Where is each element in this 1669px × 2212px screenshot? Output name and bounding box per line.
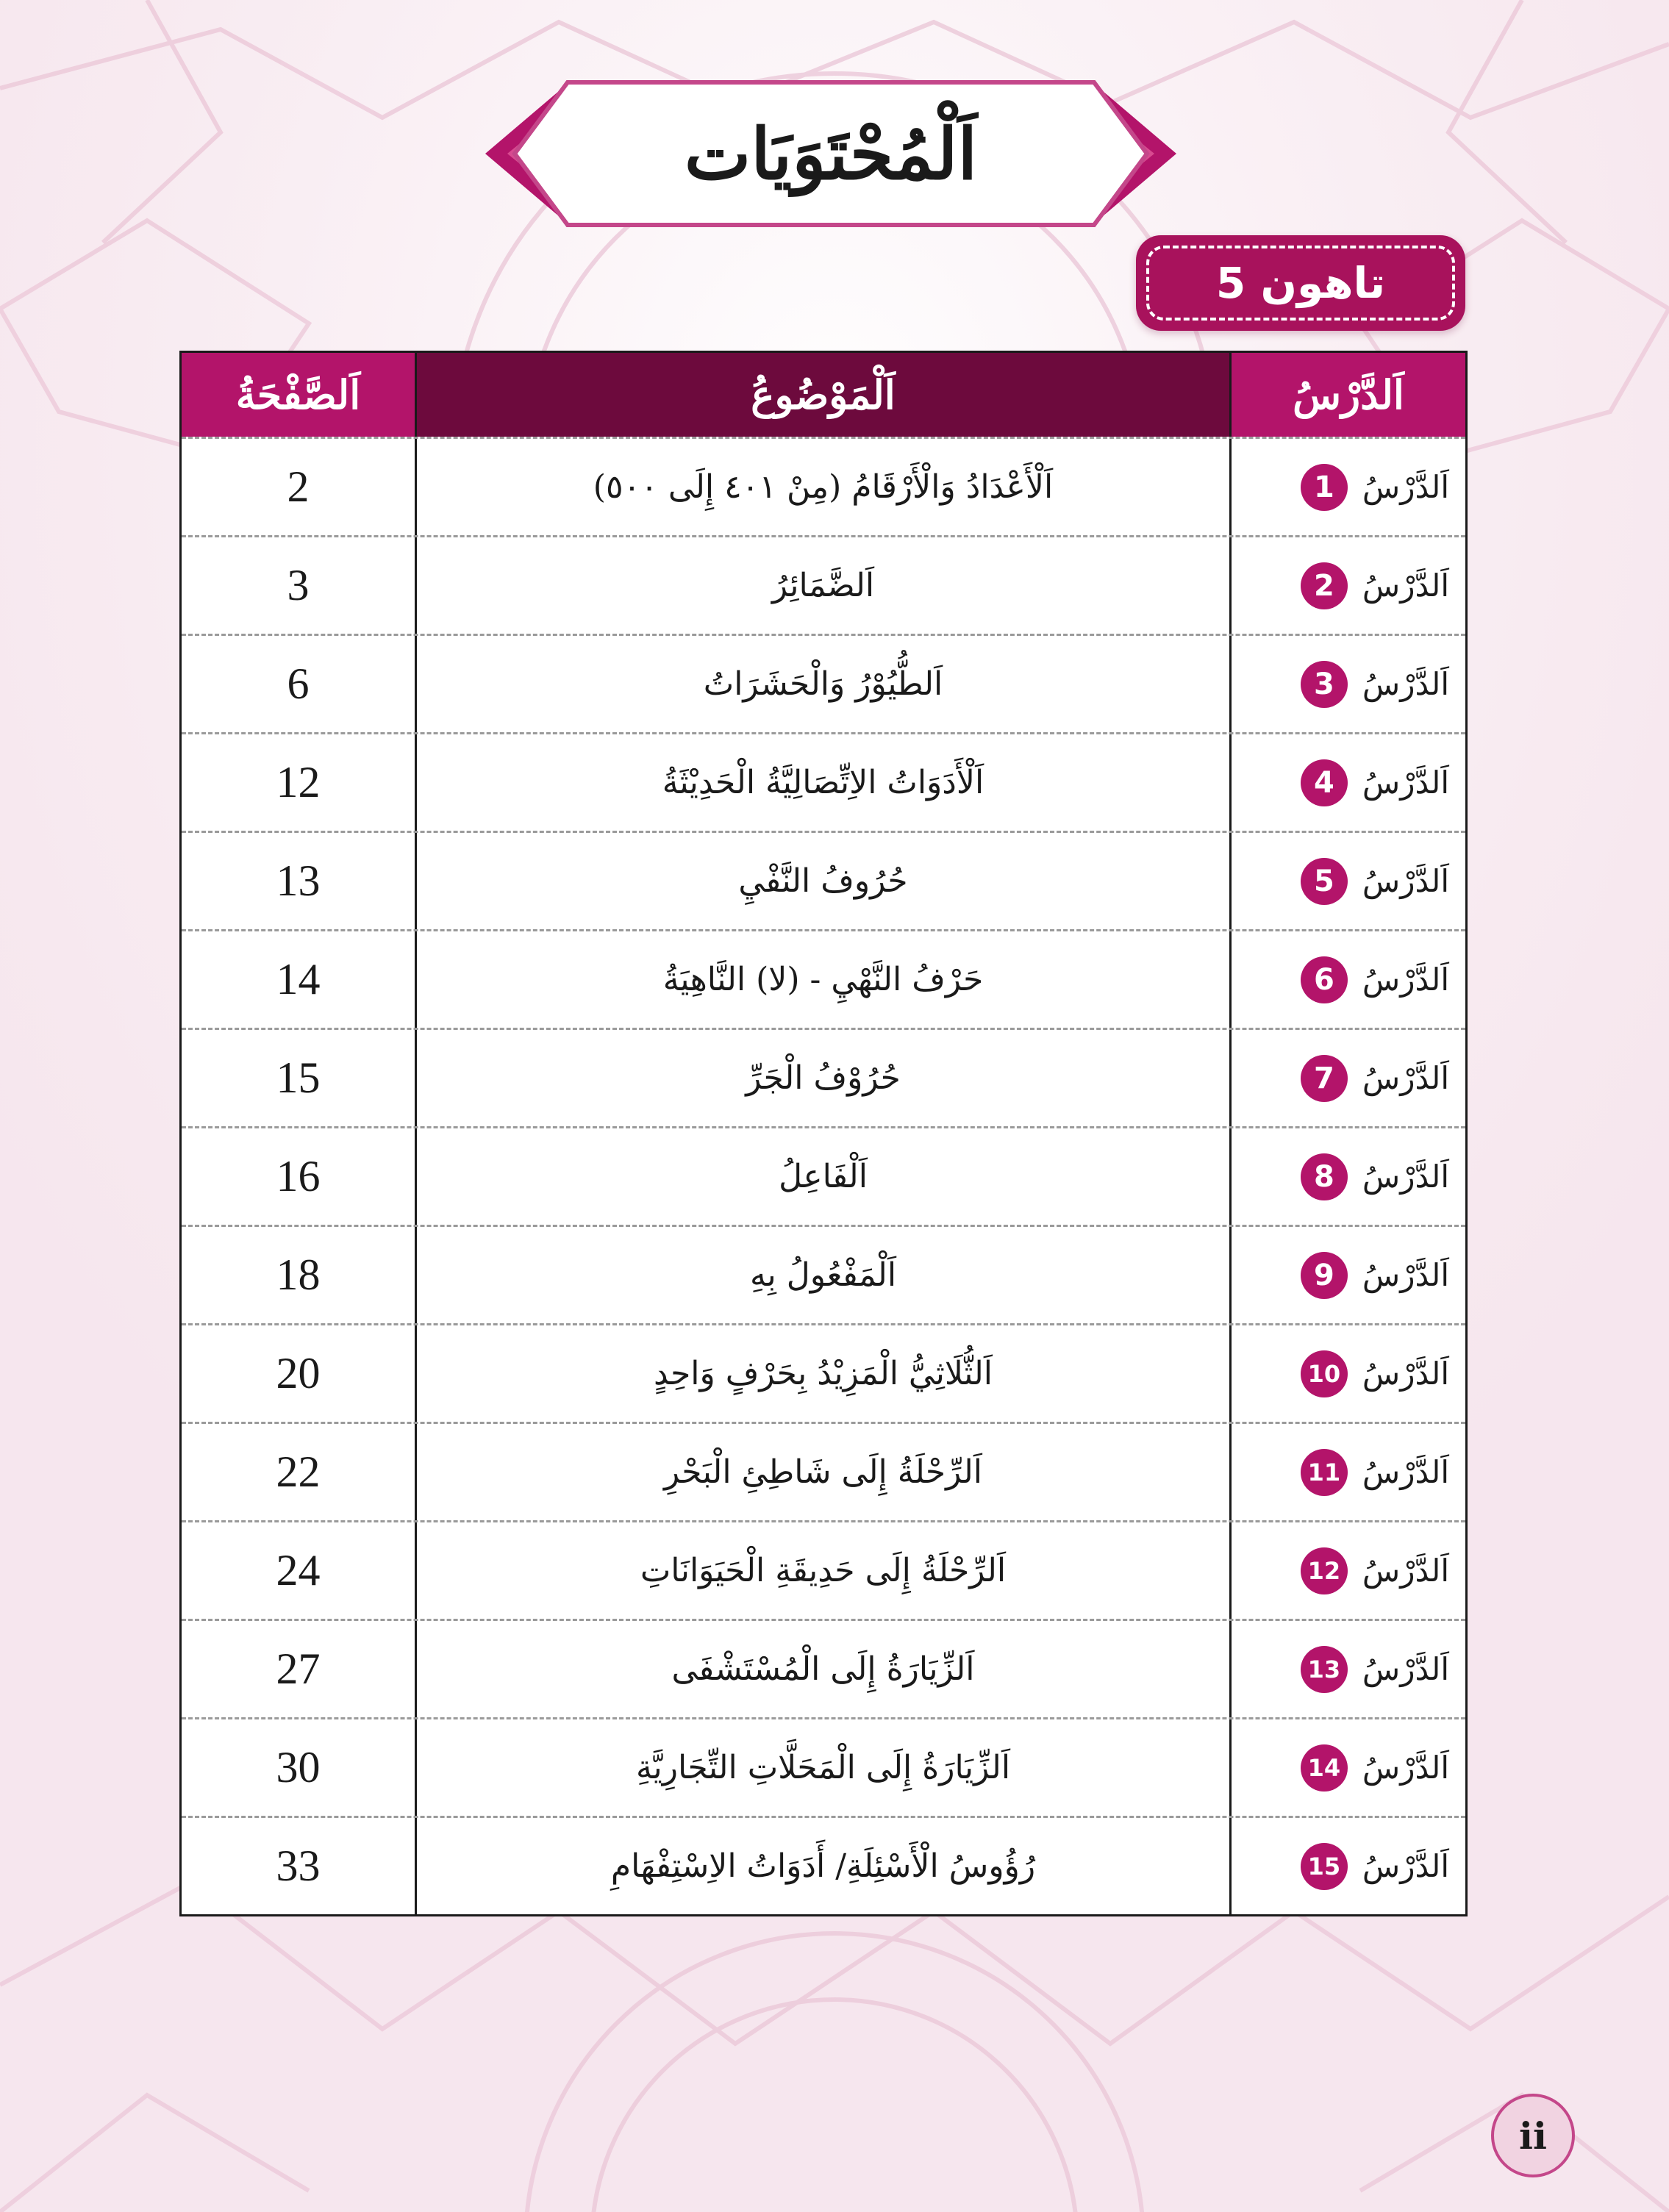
page-cell: 22 [182,1424,417,1520]
lesson-cell [1232,1424,1465,1520]
lesson-cell [1232,734,1465,831]
topic-cell: اَلطُّيُوْرُ وَالْحَشَرَاتُ [417,636,1232,732]
table-row [182,535,1465,634]
grade-label: تاهون 5 [1146,246,1455,321]
topic-cell: اَلرِّحْلَةُ إِلَى شَاطِئِ الْبَحْرِ [417,1424,1232,1520]
table-header [182,353,1465,437]
lesson-cell [1232,1227,1465,1323]
lesson-label: اَلدَّرْسُ [1362,962,1449,998]
topic-cell: رُؤُوسُ الْأَسْئِلَةِ/ أَدَوَاتُ الاِسْتِفْهَامِ [417,1818,1232,1914]
lesson-number-badge: 14 [1301,1744,1348,1792]
table-row [182,1717,1465,1816]
topic-cell: اَلْأَدَوَاتُ الاِتِّصَالِيَّةُ الْحَدِيْثَةُ [417,734,1232,831]
table-row [182,1028,1465,1126]
page-title: اَلْمُحْتَوَيَات [684,112,978,196]
lesson-label: اَلدَّرْسُ [1362,1257,1449,1293]
topic-cell: اَلْفَاعِلُ [417,1128,1232,1225]
table-row [182,732,1465,831]
header-topic: اَلْمَوْضُوعُ [417,353,1232,437]
lesson-cell [1232,1818,1465,1914]
page-cell: 15 [182,1030,417,1126]
lesson-number-badge: 9 [1301,1252,1348,1299]
page-cell: 14 [182,931,417,1028]
lesson-cell [1232,1621,1465,1717]
page-number-badge: ii [1491,2094,1575,2177]
table-row [182,1422,1465,1520]
lesson-cell [1232,636,1465,732]
topic-cell: اَلْأَعْدَادُ وَالْأَرْقَامُ (مِنْ ٤٠١ إِلَى ٥٠٠) [417,439,1232,535]
lesson-number-badge: 2 [1301,562,1348,609]
page-cell: 27 [182,1621,417,1717]
topic-cell: اَلثُّلَاثِيُّ الْمَزِيْدُ بِحَرْفٍ وَاحِدٍ [417,1325,1232,1422]
title-banner [485,76,1176,231]
lesson-number-badge: 5 [1301,858,1348,905]
lesson-label: اَلدَّرْسُ [1362,568,1449,604]
lesson-cell [1232,439,1465,535]
lesson-label: اَلدَّرْسُ [1362,1356,1449,1392]
lesson-label: اَلدَّرْسُ [1362,469,1449,505]
lesson-number-badge: 8 [1301,1153,1348,1200]
table-row [182,634,1465,732]
lesson-label: اَلدَّرْسُ [1362,765,1449,801]
page-cell: 13 [182,833,417,929]
lesson-number-badge: 4 [1301,759,1348,806]
lesson-cell [1232,1030,1465,1126]
lesson-label: اَلدَّرْسُ [1362,1060,1449,1096]
lesson-cell [1232,833,1465,929]
lesson-number-badge: 15 [1301,1843,1348,1890]
lesson-number-badge: 7 [1301,1055,1348,1102]
topic-cell: حَرْفُ النَّهْيِ - (لا) النَّاهِيَةُ [417,931,1232,1028]
lesson-number-badge: 13 [1301,1646,1348,1693]
page-cell: 33 [182,1818,417,1914]
table-row [182,437,1465,535]
lesson-label: اَلدَّرْسُ [1362,1454,1449,1490]
topic-cell: اَلزِّيَارَةُ إِلَى الْمَحَلَّاتِ التِّجَارِيَّةِ [417,1719,1232,1816]
lesson-cell [1232,1719,1465,1816]
topic-cell: اَلضَّمَائِرُ [417,537,1232,634]
contents-table [179,351,1468,1916]
topic-cell: اَلْمَفْعُولُ بِهِ [417,1227,1232,1323]
table-row [182,1619,1465,1717]
topic-cell: حُرُوفُ النَّفْيِ [417,833,1232,929]
lesson-cell [1232,1522,1465,1619]
page-cell: 3 [182,537,417,634]
lesson-cell [1232,537,1465,634]
page-cell: 6 [182,636,417,732]
page-cell: 12 [182,734,417,831]
table-row [182,1323,1465,1422]
page-cell: 24 [182,1522,417,1619]
lesson-label: اَلدَّرْسُ [1362,1848,1449,1884]
page-cell: 2 [182,439,417,535]
topic-cell: اَلرِّحْلَةُ إِلَى حَدِيقَةِ الْحَيَوَانَاتِ [417,1522,1232,1619]
topic-cell: اَلزِّيَارَةُ إِلَى الْمُسْتَشْفَى [417,1621,1232,1717]
lesson-number-badge: 3 [1301,661,1348,708]
lesson-number-badge: 6 [1301,956,1348,1003]
page-cell: 18 [182,1227,417,1323]
page-cell: 16 [182,1128,417,1225]
grade-badge [1136,235,1465,331]
lesson-cell [1232,931,1465,1028]
table-row [182,929,1465,1028]
lesson-label: اَلدَّرْسُ [1362,1553,1449,1589]
lesson-label: اَلدَّرْسُ [1362,1750,1449,1786]
table-row [182,831,1465,929]
header-lesson: اَلدَّرْسُ [1232,353,1465,437]
lesson-cell [1232,1128,1465,1225]
topic-cell: حُرُوْفُ الْجَرِّ [417,1030,1232,1126]
table-row [182,1225,1465,1323]
lesson-label: اَلدَّرْسُ [1362,1651,1449,1687]
lesson-number-badge: 11 [1301,1449,1348,1496]
header-page: اَلصَّفْحَةُ [182,353,417,437]
lesson-number-badge: 12 [1301,1547,1348,1594]
lesson-number-badge: 1 [1301,464,1348,511]
lesson-label: اَلدَّرْسُ [1362,666,1449,702]
page-cell: 30 [182,1719,417,1816]
table-row [182,1520,1465,1619]
lesson-label: اَلدَّرْسُ [1362,863,1449,899]
lesson-number-badge: 10 [1301,1350,1348,1397]
lesson-cell [1232,1325,1465,1422]
page-cell: 20 [182,1325,417,1422]
lesson-label: اَلدَّرْسُ [1362,1159,1449,1195]
table-row [182,1126,1465,1225]
table-row [182,1816,1465,1914]
